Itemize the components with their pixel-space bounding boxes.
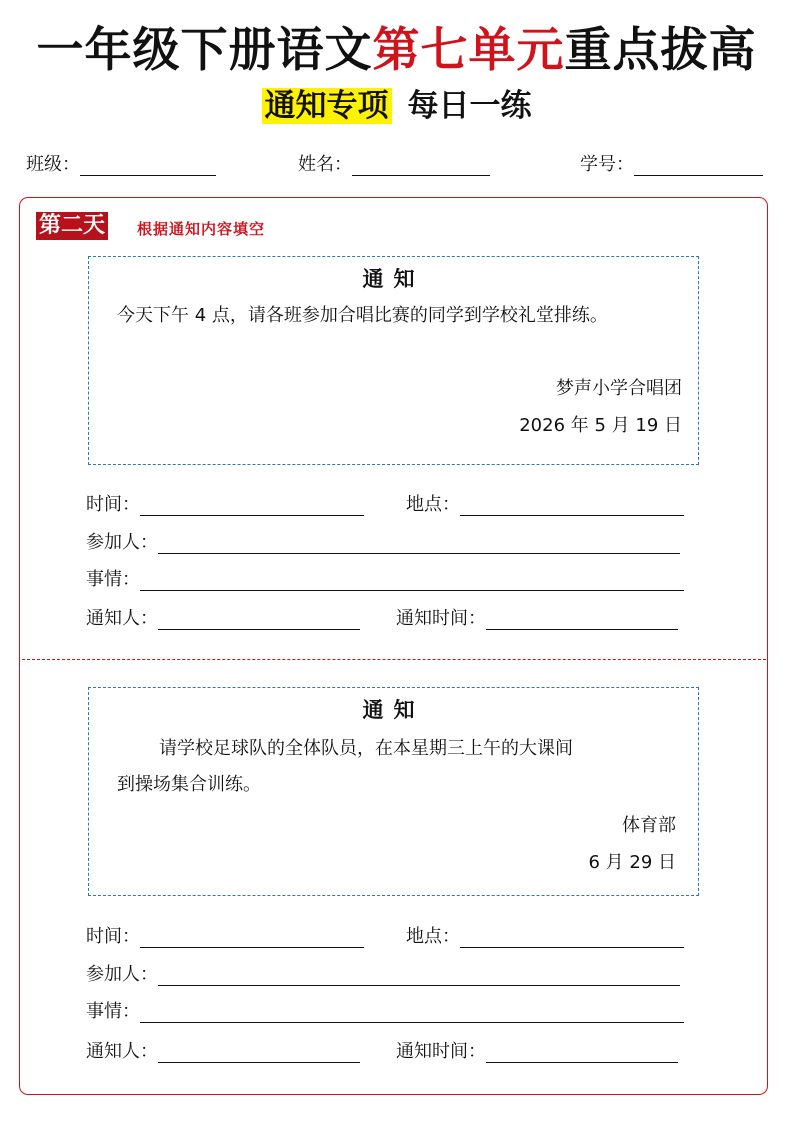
time-blank-1[interactable] <box>140 495 364 516</box>
participants-label: 参加人： <box>86 964 158 985</box>
subtitle-highlight: 通知专项 <box>262 88 392 124</box>
title-part-1: 一年级下册语文 <box>36 23 373 78</box>
notifier-blank-2[interactable] <box>158 1042 360 1063</box>
notice-time-field-2 <box>396 1037 678 1063</box>
time-label: 时间： <box>86 926 140 947</box>
title-part-2: 重点拔高 <box>564 23 757 78</box>
notice-1-date: 2026 年 5 月 19 日 <box>519 415 682 436</box>
name-label: 姓名： <box>298 154 352 175</box>
class-blank[interactable] <box>80 155 216 176</box>
subtitle-rest: 每日一练 <box>407 88 532 124</box>
matter-label: 事情： <box>86 1001 140 1022</box>
notice-2-body-line-1: 请学校足球队的全体队员，在本星期三上午的大课间 <box>159 738 573 759</box>
notifier-field-1 <box>86 604 360 630</box>
matter-blank-2[interactable] <box>140 1002 684 1023</box>
id-field <box>580 150 763 176</box>
page-title <box>0 22 793 80</box>
notice-2-date: 6 月 29 日 <box>588 852 676 873</box>
matter-field-2 <box>86 997 684 1023</box>
notice-2-signer: 体育部 <box>622 815 676 836</box>
notice-time-label: 通知时间： <box>396 1041 486 1062</box>
student-info-row <box>26 150 772 180</box>
notice-time-field-1 <box>396 604 678 630</box>
notice-2-body-line-2: 到操场集合训练。 <box>117 774 261 795</box>
place-label: 地点： <box>406 926 460 947</box>
notice-1-body: 今天下午 4 点，请各班参加合唱比赛的同学到学校礼堂排练。 <box>117 305 608 326</box>
section-divider <box>22 659 766 660</box>
participants-blank-1[interactable] <box>158 533 680 554</box>
name-field <box>298 150 490 176</box>
time-label: 时间： <box>86 494 140 515</box>
title-unit: 第七单元 <box>372 23 565 78</box>
matter-blank-1[interactable] <box>140 570 684 591</box>
id-label: 学号： <box>580 154 634 175</box>
place-field-2 <box>406 922 684 948</box>
place-blank-2[interactable] <box>460 927 684 948</box>
participants-field-2 <box>86 960 680 986</box>
notice-time-blank-1[interactable] <box>486 609 678 630</box>
notice-2-title: 通知 <box>362 698 425 722</box>
place-label: 地点： <box>406 494 460 515</box>
instruction-text: 根据通知内容填空 <box>137 220 266 238</box>
place-field-1 <box>406 490 684 516</box>
matter-label: 事情： <box>86 569 140 590</box>
matter-field-1 <box>86 565 684 591</box>
class-label: 班级： <box>26 154 80 175</box>
notifier-field-2 <box>86 1037 360 1063</box>
time-blank-2[interactable] <box>140 927 364 948</box>
notice-time-label: 通知时间： <box>396 608 486 629</box>
participants-label: 参加人： <box>86 532 158 553</box>
participants-blank-2[interactable] <box>158 965 680 986</box>
place-blank-1[interactable] <box>460 495 684 516</box>
notice-1-signer: 梦声小学合唱团 <box>556 378 682 399</box>
class-field <box>26 150 216 176</box>
participants-field-1 <box>86 528 680 554</box>
day-tag: 第二天 <box>36 212 108 240</box>
notice-box-2 <box>88 687 699 896</box>
id-blank[interactable] <box>634 155 763 176</box>
notifier-blank-1[interactable] <box>158 609 360 630</box>
time-field-1 <box>86 490 364 516</box>
name-blank[interactable] <box>352 155 490 176</box>
notice-time-blank-2[interactable] <box>486 1042 678 1063</box>
page-subtitle <box>0 85 793 127</box>
notifier-label: 通知人： <box>86 608 158 629</box>
time-field-2 <box>86 922 364 948</box>
notice-box-1 <box>88 256 699 465</box>
notifier-label: 通知人： <box>86 1041 158 1062</box>
notice-1-title: 通知 <box>362 267 425 291</box>
